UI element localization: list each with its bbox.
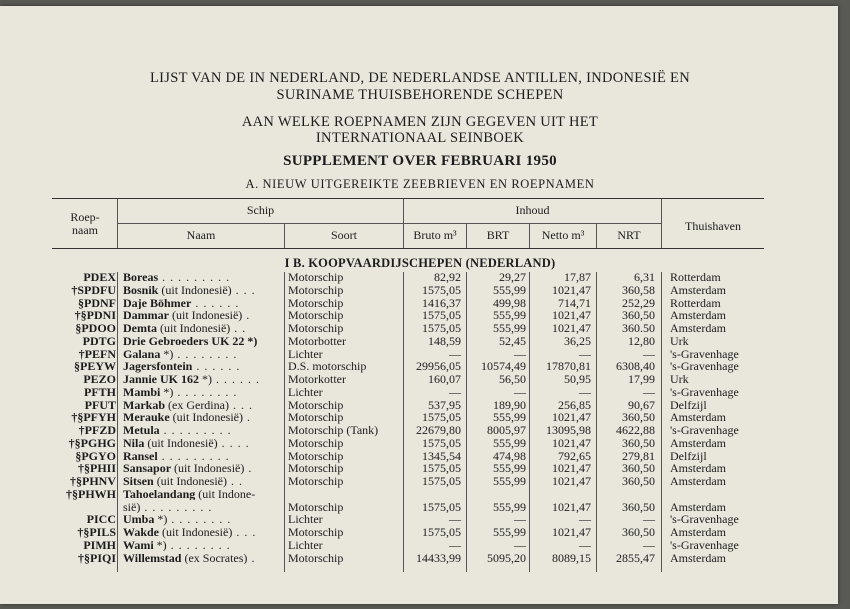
ship-name: Ransel bbox=[123, 449, 158, 463]
ship-name: Sitsen bbox=[123, 475, 154, 488]
ship-name: Jannie UK 162 bbox=[123, 373, 200, 386]
ship-name-cell bbox=[123, 386, 283, 399]
ship-type: Motorschip bbox=[288, 270, 344, 284]
col-naam: Naam bbox=[186, 228, 216, 242]
ship-name: Metula bbox=[123, 424, 160, 437]
call-sign: †§PIQI bbox=[77, 550, 116, 565]
ship-name-cell bbox=[123, 271, 283, 284]
ship-type: Motorkotter bbox=[288, 372, 346, 386]
home-port: Urk bbox=[670, 333, 689, 348]
ship-name-cell bbox=[123, 309, 283, 322]
bruto-m3: 14433,99 bbox=[416, 550, 461, 565]
call-sign: †§PHII bbox=[77, 461, 116, 476]
leader-dots: . . . . . . . . bbox=[173, 347, 238, 361]
leader-dots: . . bbox=[227, 475, 243, 488]
bruto-m3: 148,59 bbox=[428, 333, 461, 348]
nrt-value: — bbox=[643, 384, 655, 399]
leader-dots: . . . . . . bbox=[192, 360, 241, 373]
category-title: I B. KOOPVAARDIJSCHEPEN (NEDERLAND) bbox=[284, 256, 556, 270]
bruto-m3: 1575,05 bbox=[422, 410, 461, 425]
ship-name: Galana bbox=[123, 347, 161, 361]
call-sign: †SPDFU bbox=[71, 282, 116, 297]
call-sign: †PEFN bbox=[78, 346, 116, 361]
netto-m3: 8089,15 bbox=[552, 550, 591, 565]
home-port: 's-Gravenhage bbox=[670, 384, 739, 399]
leader-dots: . . . . . . . . . bbox=[159, 424, 232, 437]
home-port: 's-Gravenhage bbox=[670, 346, 739, 361]
home-port: Rotterdam bbox=[670, 295, 721, 310]
call-sign: §PEYW bbox=[74, 359, 116, 374]
home-port: 's-Gravenhage bbox=[670, 359, 739, 374]
bruto-m3: 160,07 bbox=[428, 372, 461, 386]
table-row bbox=[0, 539, 838, 552]
ship-name-cell bbox=[123, 437, 283, 450]
home-port: Urk bbox=[670, 372, 689, 386]
col-roepnaam-line1: Roep- bbox=[70, 210, 100, 224]
nrt-value: 360,58 bbox=[622, 282, 655, 297]
ship-name-cell bbox=[123, 539, 283, 552]
col-brt: BRT bbox=[486, 228, 510, 242]
bruto-m3: 1416,37 bbox=[422, 295, 461, 310]
ship-name-cell bbox=[123, 475, 283, 488]
ship-note: (uit Indonesië) bbox=[169, 411, 243, 424]
netto-m3: 1021,47 bbox=[552, 525, 591, 539]
ship-type: Motorschip bbox=[288, 448, 344, 463]
ship-name: Demta bbox=[123, 322, 157, 335]
brt-value: 8005,97 bbox=[487, 423, 526, 437]
ship-name: Nila bbox=[123, 436, 145, 450]
brt-value: — bbox=[514, 537, 526, 552]
bruto-m3: 1575,05 bbox=[422, 282, 461, 297]
bruto-m3: — bbox=[449, 512, 461, 527]
netto-m3: 1021,47 bbox=[552, 321, 591, 335]
home-port: Delfzijl bbox=[670, 397, 707, 412]
nrt-value: 12,80 bbox=[628, 333, 655, 348]
ship-name-cell bbox=[123, 411, 283, 424]
bruto-m3: 22679,80 bbox=[416, 423, 461, 437]
leader-dots: . . bbox=[230, 322, 247, 335]
brt-value: 555,99 bbox=[493, 282, 526, 297]
bruto-m3: 1575,05 bbox=[422, 525, 461, 539]
table-row bbox=[0, 526, 838, 539]
ship-name: Willemstad bbox=[123, 551, 182, 565]
netto-m3: 13095,98 bbox=[546, 423, 591, 437]
subtitle-line-2: INTERNATIONAAL SEINBOEK bbox=[315, 130, 525, 146]
ship-note: *) bbox=[199, 373, 213, 386]
ship-name-cell bbox=[123, 513, 283, 526]
nrt-value: 6308,40 bbox=[616, 359, 655, 374]
col-schip: Schip bbox=[246, 203, 275, 217]
bruto-m3: — bbox=[449, 537, 461, 552]
call-sign: †§PFYH bbox=[71, 410, 116, 425]
home-port: Amsterdam bbox=[670, 499, 726, 514]
netto-m3: 1021,47 bbox=[552, 474, 591, 488]
ship-type: Motorschip bbox=[288, 461, 344, 476]
brt-value: 555,99 bbox=[493, 461, 526, 476]
call-sign: †§PGHG bbox=[68, 435, 116, 450]
ship-name-cell bbox=[123, 526, 283, 539]
call-sign: PFUT bbox=[84, 397, 116, 412]
ship-name: Markab bbox=[123, 398, 165, 412]
nrt-value: 252,29 bbox=[622, 295, 655, 310]
ship-name: Sansapor bbox=[123, 462, 172, 475]
netto-m3: 1021,47 bbox=[552, 499, 591, 514]
nrt-value: 6,31 bbox=[634, 270, 655, 284]
table-row bbox=[0, 488, 838, 501]
nrt-value: 360.50 bbox=[622, 321, 655, 335]
ship-name-cell bbox=[123, 322, 283, 335]
home-port: Rotterdam bbox=[670, 270, 721, 284]
nrt-value: 90,67 bbox=[628, 397, 655, 412]
call-sign: PIMH bbox=[83, 537, 116, 552]
nrt-value: 360,50 bbox=[622, 410, 655, 425]
netto-m3: — bbox=[579, 512, 591, 527]
ship-type: Motorschip bbox=[288, 435, 344, 450]
table-row bbox=[0, 271, 838, 284]
netto-m3: 1021,47 bbox=[552, 308, 591, 323]
ship-name: Wakde bbox=[123, 526, 160, 539]
nrt-value: 360,50 bbox=[622, 461, 655, 476]
call-sign: §PDNF bbox=[78, 295, 116, 310]
home-port: Amsterdam bbox=[670, 550, 726, 565]
brt-value: 499,98 bbox=[493, 295, 526, 310]
nrt-value: 17,99 bbox=[628, 372, 655, 386]
ship-name: Merauke bbox=[123, 411, 170, 424]
call-sign: PFTH bbox=[84, 384, 116, 399]
nrt-value: 360,50 bbox=[622, 499, 655, 514]
netto-m3: 1021,47 bbox=[552, 461, 591, 476]
leader-dots: . . . bbox=[232, 526, 257, 539]
netto-m3: 17870,81 bbox=[546, 359, 591, 374]
ship-name: Mambi bbox=[123, 385, 161, 399]
ship-name-cell bbox=[123, 488, 283, 501]
netto-m3: 50,95 bbox=[564, 372, 591, 386]
ship-name-cell bbox=[123, 462, 283, 475]
call-sign: †§PILS bbox=[77, 525, 116, 539]
ship-type: Lichter bbox=[288, 346, 323, 361]
bruto-m3: 82,92 bbox=[434, 270, 461, 284]
netto-m3: 1021,47 bbox=[552, 282, 591, 297]
ship-note: (ex Gerdina) bbox=[165, 398, 229, 412]
bruto-m3: — bbox=[449, 346, 461, 361]
leader-dots: . bbox=[242, 309, 251, 322]
ship-type: Motorschip bbox=[288, 321, 344, 335]
leader-dots: . . . . . . . . bbox=[173, 385, 238, 399]
ship-note: sië) bbox=[123, 500, 141, 514]
nrt-value: 4622,88 bbox=[616, 423, 655, 437]
call-sign: †PFZD bbox=[78, 423, 116, 437]
netto-m3: — bbox=[579, 346, 591, 361]
ship-type: Motorschip bbox=[288, 550, 344, 565]
table-row bbox=[0, 386, 838, 399]
table-row bbox=[0, 322, 838, 335]
nrt-value: — bbox=[643, 346, 655, 361]
netto-m3: 1021,47 bbox=[552, 435, 591, 450]
netto-m3: 1021,47 bbox=[552, 410, 591, 425]
bruto-m3: 1575,05 bbox=[422, 499, 461, 514]
home-port: Amsterdam bbox=[670, 321, 726, 335]
home-port: 's-Gravenhage bbox=[670, 423, 739, 437]
ship-name-cell bbox=[123, 424, 283, 437]
ship-type: Motorschip bbox=[288, 295, 344, 310]
call-sign: †§PDNI bbox=[74, 308, 116, 323]
home-port: Amsterdam bbox=[670, 474, 726, 488]
ship-type: Motorschip (Tank) bbox=[288, 423, 379, 437]
bruto-m3: 1345,54 bbox=[422, 448, 461, 463]
netto-m3: 256,85 bbox=[558, 397, 591, 412]
brt-value: 52,45 bbox=[499, 333, 526, 348]
netto-m3: 17,87 bbox=[564, 270, 591, 284]
nrt-value: — bbox=[643, 512, 655, 527]
ship-note: (uit Indonesië) bbox=[159, 526, 233, 539]
ship-name: Dammar bbox=[123, 309, 169, 322]
leader-dots: . . . bbox=[231, 283, 256, 297]
call-sign: †§PHWH bbox=[66, 486, 116, 501]
ship-note: (uit Indonesië) bbox=[156, 322, 231, 335]
ship-name-cell bbox=[123, 399, 283, 412]
col-roepnaam bbox=[54, 211, 116, 237]
ship-type: Motorschip bbox=[288, 474, 344, 488]
title-line-1: LIJST VAN DE IN NEDERLAND, DE NEDERLANDSE ANTILLEN, INDONESIË EN bbox=[150, 70, 690, 86]
ship-type: Motorschip bbox=[288, 282, 344, 297]
home-port: Amsterdam bbox=[670, 282, 726, 297]
home-port: Amsterdam bbox=[670, 461, 726, 476]
leader-dots: . bbox=[242, 411, 251, 424]
leader-dots: . bbox=[244, 462, 253, 475]
netto-m3: — bbox=[579, 537, 591, 552]
header-sub-rule bbox=[118, 223, 661, 224]
table-row bbox=[0, 424, 838, 437]
netto-m3: — bbox=[579, 384, 591, 399]
ship-type: Lichter bbox=[288, 537, 323, 552]
brt-value: — bbox=[514, 384, 526, 399]
col-bruto: Bruto m³ bbox=[413, 228, 457, 242]
col-netto: Netto m³ bbox=[541, 228, 585, 242]
call-sign: PICC bbox=[86, 512, 116, 527]
ship-name: Tahoelandang bbox=[123, 487, 196, 501]
ship-name: Drie Gebroeders UK 22 *) bbox=[123, 334, 258, 348]
supplement-title: SUPPLEMENT OVER FEBRUARI 1950 bbox=[283, 153, 557, 169]
ship-note: (uit Indonesië) bbox=[158, 283, 232, 297]
call-sign: §PGYO bbox=[75, 448, 116, 463]
section-title: A. NIEUW UITGEREIKTE ZEEBRIEVEN EN ROEPNAMEN bbox=[245, 177, 595, 191]
brt-value: 56,50 bbox=[499, 372, 526, 386]
ship-name-cell bbox=[123, 450, 283, 463]
brt-value: 189,90 bbox=[493, 397, 526, 412]
table-row bbox=[0, 284, 838, 297]
brt-value: 10574,49 bbox=[481, 359, 526, 374]
ship-note: (uit Indonesië) bbox=[153, 475, 227, 488]
netto-m3: 36,25 bbox=[564, 333, 591, 348]
table-row bbox=[0, 335, 838, 348]
bruto-m3: 1575,05 bbox=[422, 435, 461, 450]
leader-dots: . . . . . . bbox=[191, 296, 240, 310]
leader-dots: . . . bbox=[228, 398, 253, 412]
ship-type: Motorschip bbox=[288, 308, 344, 323]
table-row bbox=[0, 360, 838, 373]
brt-value: 555,99 bbox=[493, 321, 526, 335]
ship-type: Motorschip bbox=[288, 410, 344, 425]
netto-m3: 714,71 bbox=[558, 295, 591, 310]
col-soort: Soort bbox=[330, 228, 357, 242]
ship-type: Lichter bbox=[288, 384, 323, 399]
ship-note: (uit Indonesië) bbox=[144, 436, 218, 450]
leader-dots: . . . . . . . . bbox=[166, 538, 231, 552]
leader-dots: . . . . . . . . . bbox=[140, 500, 213, 514]
home-port: Amsterdam bbox=[670, 525, 726, 539]
ship-name-cell bbox=[123, 284, 283, 297]
leader-dots: . . . . . . . . bbox=[167, 513, 232, 526]
home-port: 's-Gravenhage bbox=[670, 512, 739, 527]
leader-dots: . . . . . . . . . bbox=[157, 449, 230, 463]
ship-name: Umba bbox=[123, 513, 155, 526]
netto-m3: 792,65 bbox=[558, 448, 591, 463]
bruto-m3: 537,95 bbox=[428, 397, 461, 412]
table-row bbox=[0, 552, 838, 565]
brt-value: 555,99 bbox=[493, 410, 526, 425]
ship-type: Motorschip bbox=[288, 499, 344, 514]
ship-note: *) bbox=[160, 347, 174, 361]
brt-value: 29,27 bbox=[499, 270, 526, 284]
leader-dots: . . . . . . bbox=[212, 373, 261, 386]
table-row bbox=[0, 373, 838, 386]
bruto-m3: 1575,05 bbox=[422, 474, 461, 488]
bruto-m3: — bbox=[449, 384, 461, 399]
ship-name: Jagersfontein bbox=[123, 360, 193, 373]
ship-name-cell bbox=[123, 297, 283, 310]
nrt-value: — bbox=[643, 537, 655, 552]
ship-note: (uit Indonesië) bbox=[171, 462, 245, 475]
call-sign: PDTG bbox=[82, 333, 116, 348]
home-port: 's-Gravenhage bbox=[670, 537, 739, 552]
ship-note: (uit Indone- bbox=[195, 487, 256, 501]
bruto-m3: 1575,05 bbox=[422, 308, 461, 323]
home-port: Delfzijl bbox=[670, 448, 707, 463]
col-inhoud: Inhoud bbox=[515, 203, 550, 217]
home-port: Amsterdam bbox=[670, 308, 726, 323]
bruto-m3: 1575,05 bbox=[422, 461, 461, 476]
ship-name-cell bbox=[123, 348, 283, 361]
brt-value: — bbox=[514, 512, 526, 527]
nrt-value: 360,50 bbox=[622, 435, 655, 450]
ship-name: Wami bbox=[123, 538, 154, 552]
ship-name-cell bbox=[123, 335, 283, 348]
ship-name-cell bbox=[123, 360, 283, 373]
brt-value: — bbox=[514, 346, 526, 361]
call-sign: PEZO bbox=[83, 372, 116, 386]
brt-value: 474,98 bbox=[493, 448, 526, 463]
call-sign: PDEX bbox=[83, 270, 116, 284]
leader-dots: . bbox=[247, 551, 256, 565]
ship-name: Boreas bbox=[123, 271, 159, 284]
ship-note: *) bbox=[153, 538, 167, 552]
nrt-value: 360,50 bbox=[622, 525, 655, 539]
leader-dots: . . . . . . . . . bbox=[158, 271, 231, 284]
nrt-value: 2855,47 bbox=[616, 550, 655, 565]
ship-type: Motorbotter bbox=[288, 333, 346, 348]
brt-value: 555,99 bbox=[493, 435, 526, 450]
table-header-bottom-rule bbox=[52, 248, 764, 249]
ship-note: (uit Indonesië) bbox=[168, 309, 243, 322]
leader-dots: . . . . bbox=[217, 436, 250, 450]
subtitle-line-1: AAN WELKE ROEPNAMEN ZIJN GEGEVEN UIT HET bbox=[241, 114, 599, 130]
ship-name-cell bbox=[123, 501, 283, 514]
call-sign: §PDOO bbox=[75, 321, 116, 335]
brt-value: 555,99 bbox=[493, 525, 526, 539]
col-nrt: NRT bbox=[617, 228, 641, 242]
bruto-m3: 1575,05 bbox=[422, 321, 461, 335]
document-page bbox=[0, 6, 838, 604]
home-port: Amsterdam bbox=[670, 435, 726, 450]
ship-name-cell bbox=[123, 552, 283, 565]
ship-name-cell bbox=[123, 373, 283, 386]
brt-value: 5095,20 bbox=[487, 550, 526, 565]
ship-name: Daje Böhmer bbox=[123, 296, 192, 310]
table-top-rule bbox=[52, 198, 764, 199]
ship-type: Motorschip bbox=[288, 397, 344, 412]
call-sign: †§PHNV bbox=[70, 474, 116, 488]
bruto-m3: 29956,05 bbox=[416, 359, 461, 374]
ship-name: Bosnik bbox=[123, 283, 159, 297]
brt-value: 555,99 bbox=[493, 308, 526, 323]
ship-note: *) bbox=[160, 385, 174, 399]
col-thuishaven: Thuishaven bbox=[685, 219, 741, 233]
ship-note: *) bbox=[154, 513, 168, 526]
brt-value: 555,99 bbox=[493, 499, 526, 514]
ship-type: Lichter bbox=[288, 512, 323, 527]
nrt-value: 360,50 bbox=[622, 474, 655, 488]
title-line-2: SURINAME THUISBEHORENDE SCHEPEN bbox=[276, 87, 564, 103]
nrt-value: 360,50 bbox=[622, 308, 655, 323]
ship-type: D.S. motorschip bbox=[288, 359, 367, 374]
table-row bbox=[0, 437, 838, 450]
nrt-value: 279,81 bbox=[622, 448, 655, 463]
table-row bbox=[0, 475, 838, 488]
brt-value: 555,99 bbox=[493, 474, 526, 488]
home-port: Amsterdam bbox=[670, 410, 726, 425]
ship-type: Motorschip bbox=[288, 525, 344, 539]
col-roepnaam-line2: naam bbox=[72, 223, 98, 237]
ship-note: (ex Socrates) bbox=[181, 551, 248, 565]
